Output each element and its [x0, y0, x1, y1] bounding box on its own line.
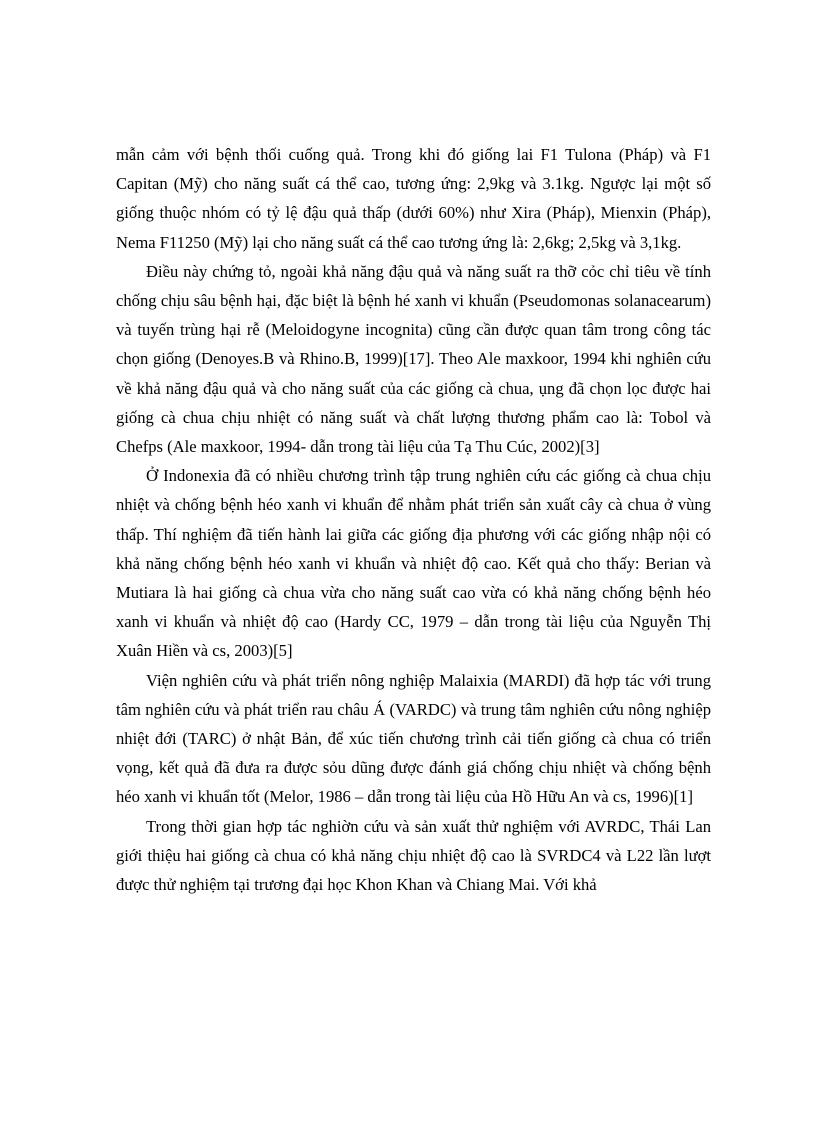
paragraph-2: Điều này chứng tỏ, ngoài khả năng đậu quả và năng suất ra thỡ cỏc chỉ tiêu về tính chống chịu sâu bệnh hại, đặc biệt là bệnh hé xanh vi khuẩn (Pseudomonas solanacearum) và tuyến trùng hại rễ (Meloidogyne incognita) cũng cần được quan tâm trong công tác chọn giống (Denoyes.B và Rhino.B, 1999)[17]. Theo Ale maxkoor, 1994 khi nghiên cứu về khả năng đậu quả và cho năng suất của các giống cà chua, ụng đã chọn lọc được hai giống cà chua chịu nhiệt có năng suất và chất lượng thương phẩm cao là: Tobol và Chefps (Ale maxkoor, 1994- dẫn trong tài liệu của Tạ Thu Cúc, 2002)[3]	[116, 261, 711, 457]
paragraph-1: mẫn cảm với bệnh thối cuống quả. Trong khi đó giống lai F1 Tulona (Pháp) và F1 Capitan (Mỹ) cho năng suất cá thể cao, tương ứng: 2,9kg và 3.1kg. Ngược lại một số giống thuộc nhóm có tỷ lệ đậu quả thấp (dưới 60%) như Xira (Pháp), Mienxin (Pháp), Nema F11250 (Mỹ) lại cho năng suất cá thể cao tương ứng là: 2,6kg; 2,5kg và 3,1kg.	[116, 145, 711, 252]
paragraph-4: Viện nghiên cứu và phát triển nông nghiệp Malaixia (MARDI) đã hợp tác với trung tâm nghiên cứu và phát triển rau châu Á (VARDC) và trung tâm nghiên cứu nông nghiệp nhiệt đới (TARC) ở nhật Bản, để xúc tiến chương trình cải tiến giống cà chua có triển vọng, kết quả đã đưa ra được sỏu dũng được đánh giá chống chịu nhiệt và chống bệnh héo xanh vi khuẩn tốt (Melor, 1986 – dẫn trong tài liệu của Hồ Hữu An và cs, 1996)[1]	[116, 670, 711, 807]
paragraph-3: Ở Indonexia đã có nhiều chương trình tập trung nghiên cứu các giống cà chua chịu nhiệt và chống bệnh héo xanh vi khuẩn để nhằm phát triển sản xuất cây cà chua ở vùng thấp. Thí nghiệm đã tiến hành lai giữa các giống địa phương với các giống nhập nội có khả năng chống bệnh héo xanh vi khuẩn và nhiệt độ cao. Kết quả cho thấy: Berian và Mutiara là hai giống cà chua vừa cho năng suất cao vừa có khả năng chống bệnh héo xanh vi khuẩn và nhiệt độ cao (Hardy CC, 1979 – dẫn trong tài liệu của Nguyễn Thị Xuân Hiền và cs, 2003)[5]	[116, 466, 711, 661]
paragraph-5: Trong thời gian hợp tác nghiờn cứu và sản xuất thử nghiệm với AVRDC, Thái Lan giới thiệu hai giống cà chua có khả năng chịu nhiệt độ cao là SVRDC4 và L22 lần lượt được thử nghiệm tại trương đại học Khon Khan và Chiang Mai. Với khả	[116, 816, 711, 895]
document-page	[116, 140, 711, 899]
